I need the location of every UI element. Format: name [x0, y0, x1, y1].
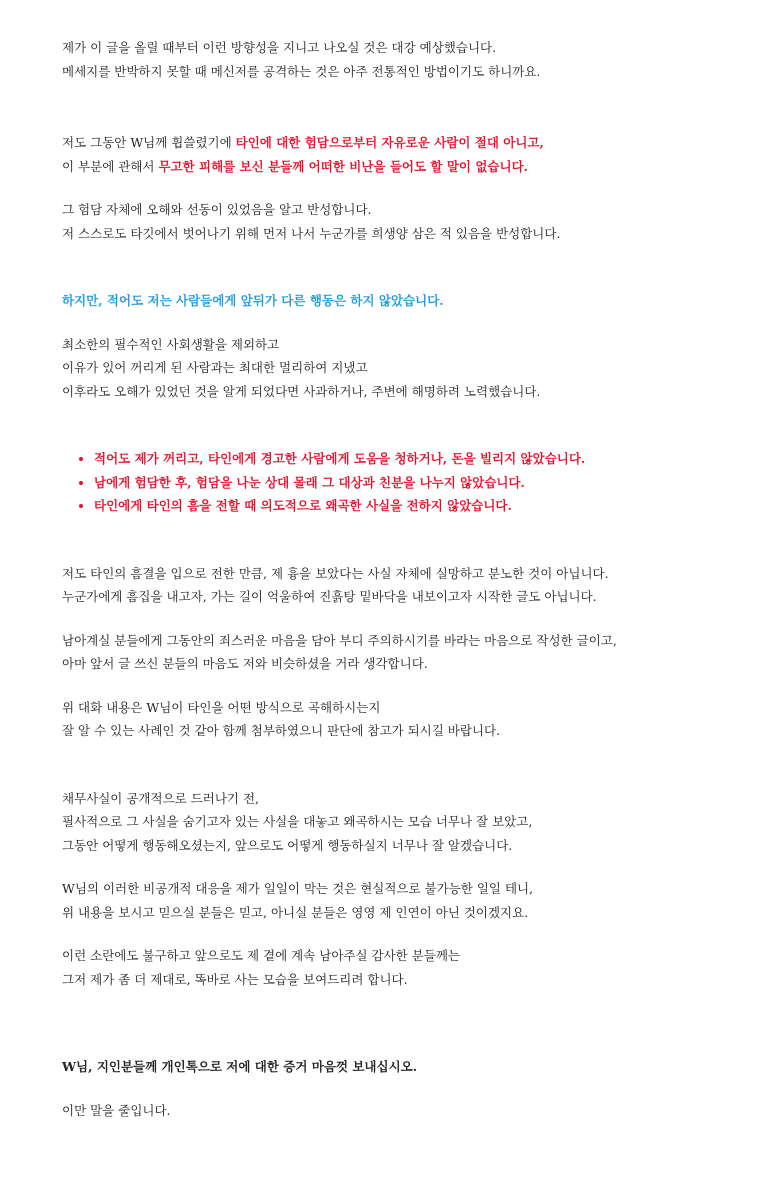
highlight-red: 타인에 대한 험담으로부터 자유로운 사람이 절대 아니고, [235, 135, 544, 150]
text-plain: 이 부분에 관해서 [62, 158, 159, 174]
bullet-item: • 적어도 제가 꺼리고, 타인에게 경고한 사람에게 도움을 청하거나, 돈을 빌리지 않았습니다. [94, 447, 762, 471]
text-line: 메세지를 반박하지 못할 때 메신저를 공격하는 것은 아주 전통적인 방법이기도 하니까요. [62, 63, 541, 79]
text-line: 위 대화 내용은 W님이 타인을 어떤 방식으로 곡해하시는지 [62, 699, 381, 715]
text-line: W님의 이러한 비공개적 대응을 제가 일일이 막는 것은 현실적으로 불가능한 일일 테니, [62, 881, 534, 896]
bullet-item: • 남에게 험담한 후, 험담을 나눈 상대 몰래 그 대상과 친분을 나누지 않았습니다. [94, 471, 762, 495]
text-line: 이후라도 오해가 있었던 것을 알게 되었다면 사과하거나, 주변에 해명하려 노력했습니다. [62, 383, 541, 399]
paragraph-expectation [62, 36, 762, 83]
paragraph-debt [62, 787, 762, 858]
bullet-item: • 타인에게 타인의 흠을 전할 때 의도적으로 왜곡한 사실을 전하지 않았습니다. [94, 494, 762, 518]
highlight-blue: 하지만, 적어도 저는 사람들에게 앞뒤가 다른 행동은 하지 않았습니다. [62, 293, 444, 308]
text-line: 채무사실이 공개적으로 드러나기 전, [62, 790, 260, 806]
text-line: 잘 알 수 있는 사례인 것 같아 함께 첨부하였으니 판단에 참고가 되시길 바랍니다. [62, 723, 501, 738]
text-line: 그 험담 자체에 오해와 선동이 있었음을 알고 반성합니다. [62, 202, 372, 217]
paragraph-conduct [62, 333, 762, 404]
paragraph-admission [62, 131, 762, 178]
text-line [62, 131, 762, 155]
text-line: 위 내용을 보시고 믿으실 분들은 믿고, 아니실 분들은 영영 제 인연이 아닌 것이겠지요. [62, 904, 529, 920]
paragraph-however [62, 289, 762, 313]
paragraph-attachment [62, 696, 762, 743]
text-line: 저도 타인의 흠결을 입으로 전한 만큼, 제 흉을 보았다는 사실 자체에 실망하고 분노한 것이 아닙니다. [62, 565, 609, 581]
text-line: 제가 이 글을 올릴 때부터 이런 방향성을 지니고 나오실 것은 대강 예상했습니다. [62, 40, 497, 55]
paragraph-closing [62, 1099, 762, 1123]
paragraph-gratitude [62, 944, 762, 991]
paragraph-not-anger [62, 562, 762, 609]
text-line: 이유가 있어 꺼리게 된 사람과는 최대한 멀리하여 지냈고 [62, 360, 368, 375]
paragraph-reflection [62, 198, 762, 245]
text-line: 저 스스로도 타깃에서 벗어나기 위해 먼저 나서 누군가를 희생양 삼은 적 있음을 반성합니다. [62, 225, 561, 241]
text-line: 최소한의 필수적인 사회생활을 제외하고 [62, 336, 280, 352]
text-line: 그저 제가 좀 더 제대로, 똑바로 사는 모습을 보여드리려 합니다. [62, 971, 408, 987]
text-line: 이만 말을 줄입니다. [62, 1102, 171, 1118]
text-line: 아마 앞서 글 쓰신 분들의 마음도 저와 비슷하셨을 거라 생각합니다. [62, 656, 428, 671]
text-line: W님, 지인분들께 개인톡으로 저에 대한 증거 마음껏 보내십시오. [62, 1059, 418, 1074]
text-line: 필사적으로 그 사실을 숨기고자 있는 사실을 대놓고 왜곡하시는 모습 너무나 잘 보았고, [62, 814, 533, 829]
highlight-red: 무고한 피해를 보신 분들께 어떠한 비난을 들어도 할 말이 없습니다. [158, 158, 528, 174]
text-line: 남아계실 분들에게 그동안의 죄스러운 마음을 담아 부디 주의하시기를 바라는 마음으로 작성한 글이고, [62, 632, 617, 648]
paragraph-purpose [62, 629, 762, 676]
text-line: 누군가에게 흠집을 내고자, 가는 길이 억울하여 진흙탕 밑바닥을 내보이고자 시작한 글도 아닙니다. [62, 589, 597, 604]
text-line [62, 155, 762, 179]
paragraph-challenge [62, 1055, 762, 1079]
paragraph-response [62, 877, 762, 924]
bullet-list [62, 447, 762, 518]
text-line: 그동안 어떻게 행동해오셨는지, 앞으로도 어떻게 행동하실지 너무나 잘 알겠습니다. [62, 837, 513, 853]
text-plain: 저도 그동안 W님께 휩쓸렸기에 [62, 135, 236, 150]
letter-document [62, 36, 762, 1122]
text-line: 이런 소란에도 불구하고 앞으로도 제 곁에 계속 남아주실 감사한 분들께는 [62, 948, 461, 963]
